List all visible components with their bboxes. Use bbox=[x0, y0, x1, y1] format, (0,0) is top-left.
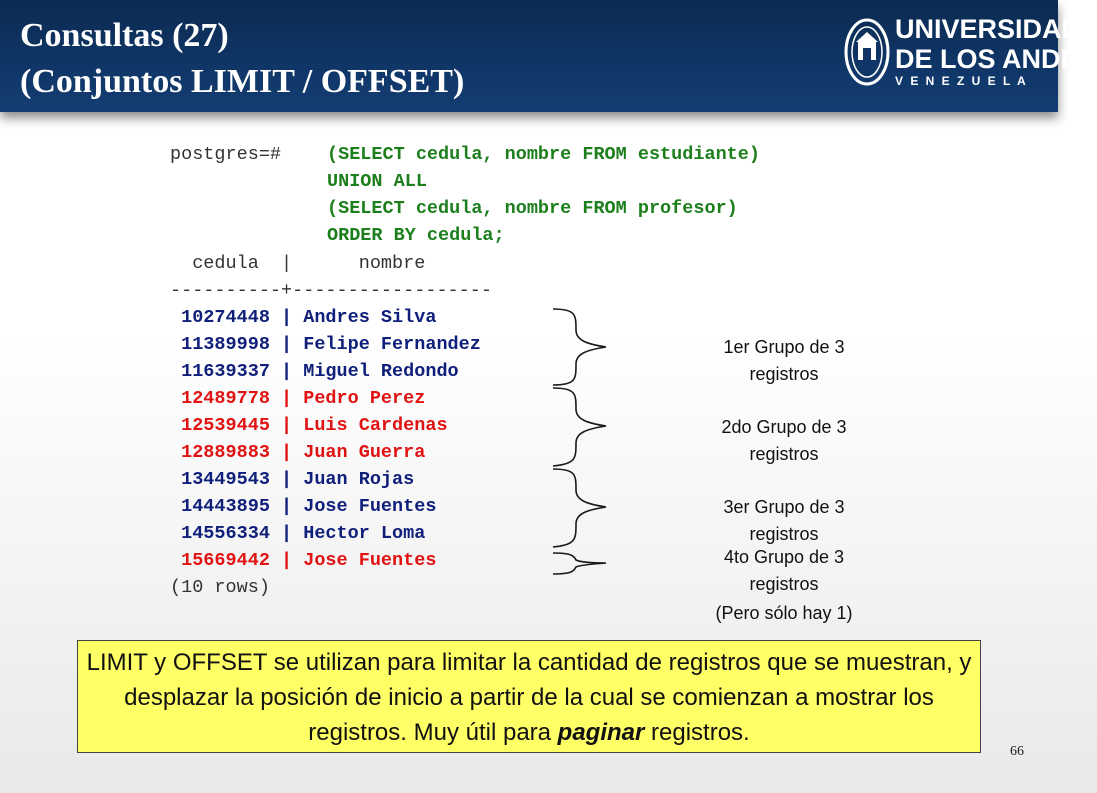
query-line-3: (SELECT cedula, nombre FROM profesor) bbox=[327, 198, 738, 219]
annotation-text: registros bbox=[749, 524, 819, 544]
annotation-group-2 bbox=[674, 414, 894, 468]
result-separator: ----------+------------------ bbox=[170, 280, 492, 301]
annotation-text: 3er Grupo de 3 bbox=[723, 497, 845, 517]
note-text: LIMIT y OFFSET se utilizan para limitar la cantidad de registros que se muestran, y desplazar la posición de inicio a partir de la cual se comienzan a mostrar los registros. Muy útil para bbox=[86, 649, 972, 746]
result-row: 12889883 | Juan Guerra bbox=[170, 442, 426, 463]
result-row: 12489778 | Pedro Perez bbox=[170, 388, 426, 409]
query-line-2: UNION ALL bbox=[327, 171, 427, 192]
query-line-4: ORDER BY cedula; bbox=[327, 225, 505, 246]
slide-title-line-1: Consultas (27) bbox=[20, 17, 229, 54]
result-row: 10274448 | Andres Silva bbox=[170, 307, 437, 328]
result-header: cedula | nombre bbox=[170, 253, 426, 274]
annotation-text: 1er Grupo de 3 bbox=[723, 337, 845, 357]
note-text-end: registros. bbox=[644, 719, 750, 746]
brace-group-4 bbox=[553, 553, 606, 574]
logo-text-line-3: V E N E Z U E L A bbox=[895, 74, 1028, 88]
brace-group-2 bbox=[553, 388, 606, 466]
brace-group-3 bbox=[553, 469, 606, 547]
result-row: 15669442 | Jose Fuentes bbox=[170, 550, 437, 571]
annotation-group-3 bbox=[674, 494, 894, 548]
query-line-1: (SELECT cedula, nombre FROM estudiante) bbox=[327, 144, 760, 165]
annotation-text: registros bbox=[749, 444, 819, 464]
logo-text-line-2: DE LOS ANDES bbox=[895, 44, 1097, 74]
annotation-text: (Pero sólo hay 1) bbox=[715, 603, 853, 623]
result-row: 14443895 | Jose Fuentes bbox=[170, 496, 437, 517]
explanation-note bbox=[77, 640, 981, 753]
annotation-group-4 bbox=[674, 544, 894, 627]
result-row: 11639337 | Miguel Redondo bbox=[170, 361, 459, 382]
note-emphasis: paginar bbox=[557, 719, 645, 746]
annotation-text: registros bbox=[749, 574, 819, 594]
annotation-text: 4to Grupo de 3 bbox=[723, 547, 845, 567]
psql-prompt: postgres=# bbox=[170, 144, 293, 165]
logo-text-line-1: UNIVERSIDAD bbox=[895, 14, 1082, 44]
row-count: (10 rows) bbox=[170, 577, 270, 598]
result-row: 12539445 | Luis Cardenas bbox=[170, 415, 448, 436]
result-row: 14556334 | Hector Loma bbox=[170, 523, 426, 544]
result-row: 13449543 | Juan Rojas bbox=[170, 469, 415, 490]
slide-title-line-2: (Conjuntos LIMIT / OFFSET) bbox=[20, 63, 465, 100]
annotation-group-1 bbox=[674, 334, 894, 388]
result-row: 11389998 | Felipe Fernandez bbox=[170, 334, 481, 355]
annotation-text: 2do Grupo de 3 bbox=[721, 417, 847, 437]
page-number: 66 bbox=[1010, 744, 1024, 759]
annotation-text: registros bbox=[749, 364, 819, 384]
brace-group-1 bbox=[553, 309, 606, 385]
